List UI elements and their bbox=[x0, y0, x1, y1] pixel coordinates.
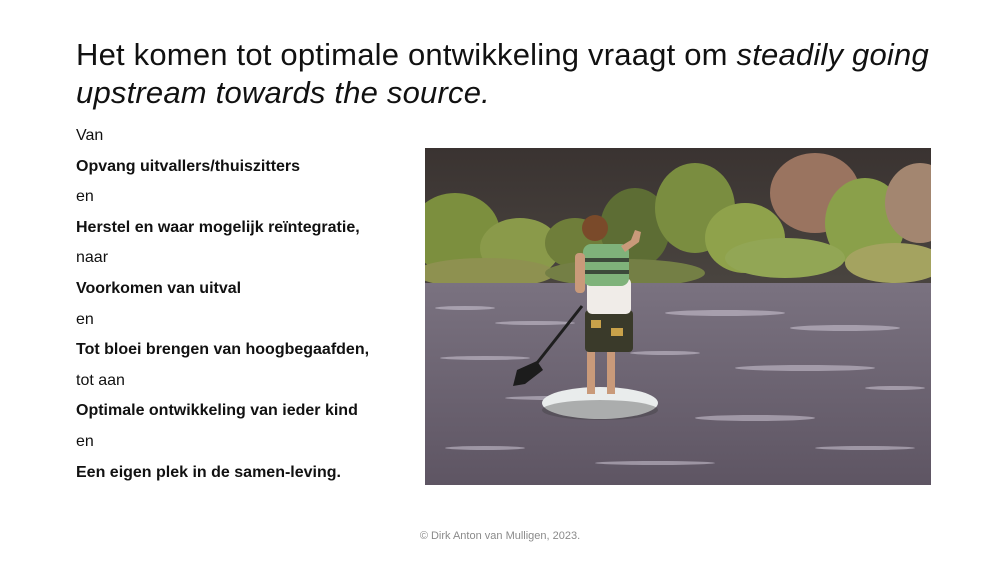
boy-head bbox=[582, 215, 608, 241]
copyright-footer: © Dirk Anton van Mulligen, 2023. bbox=[419, 530, 581, 542]
list-item: en bbox=[76, 188, 94, 206]
list-item: tot aan bbox=[76, 371, 125, 389]
boy-shorts bbox=[585, 310, 633, 352]
list-item: Optimale ontwikkeling van ieder kind bbox=[76, 402, 358, 420]
list-item: Voorkomen van uitval bbox=[76, 279, 242, 297]
list-item: Herstel en waar mogelijk reïntegratie, bbox=[76, 218, 360, 236]
list-item: Opvang uitvallers/thuiszitters bbox=[76, 157, 301, 175]
transition-list bbox=[76, 126, 416, 493]
list-item: Tot bloei brengen van hoogbegaafden, bbox=[76, 341, 370, 359]
boy-leg bbox=[607, 346, 615, 394]
list-item: Een eigen plek in de samen-leving. bbox=[76, 463, 341, 481]
slide-title bbox=[76, 36, 956, 112]
life-vest bbox=[583, 244, 629, 286]
list-item: en bbox=[76, 310, 94, 328]
list-item: Van bbox=[76, 127, 104, 144]
list-item: naar bbox=[76, 249, 109, 267]
paddleboard-photo bbox=[425, 148, 931, 485]
list-item: en bbox=[76, 432, 94, 450]
title-plain: Het komen tot optimale ontwikkeling vraagt om bbox=[76, 37, 737, 72]
paddleboard-illustration bbox=[425, 148, 931, 485]
boy-leg bbox=[587, 346, 595, 394]
title-italic: steadily going upstream towards the source. bbox=[76, 37, 929, 110]
